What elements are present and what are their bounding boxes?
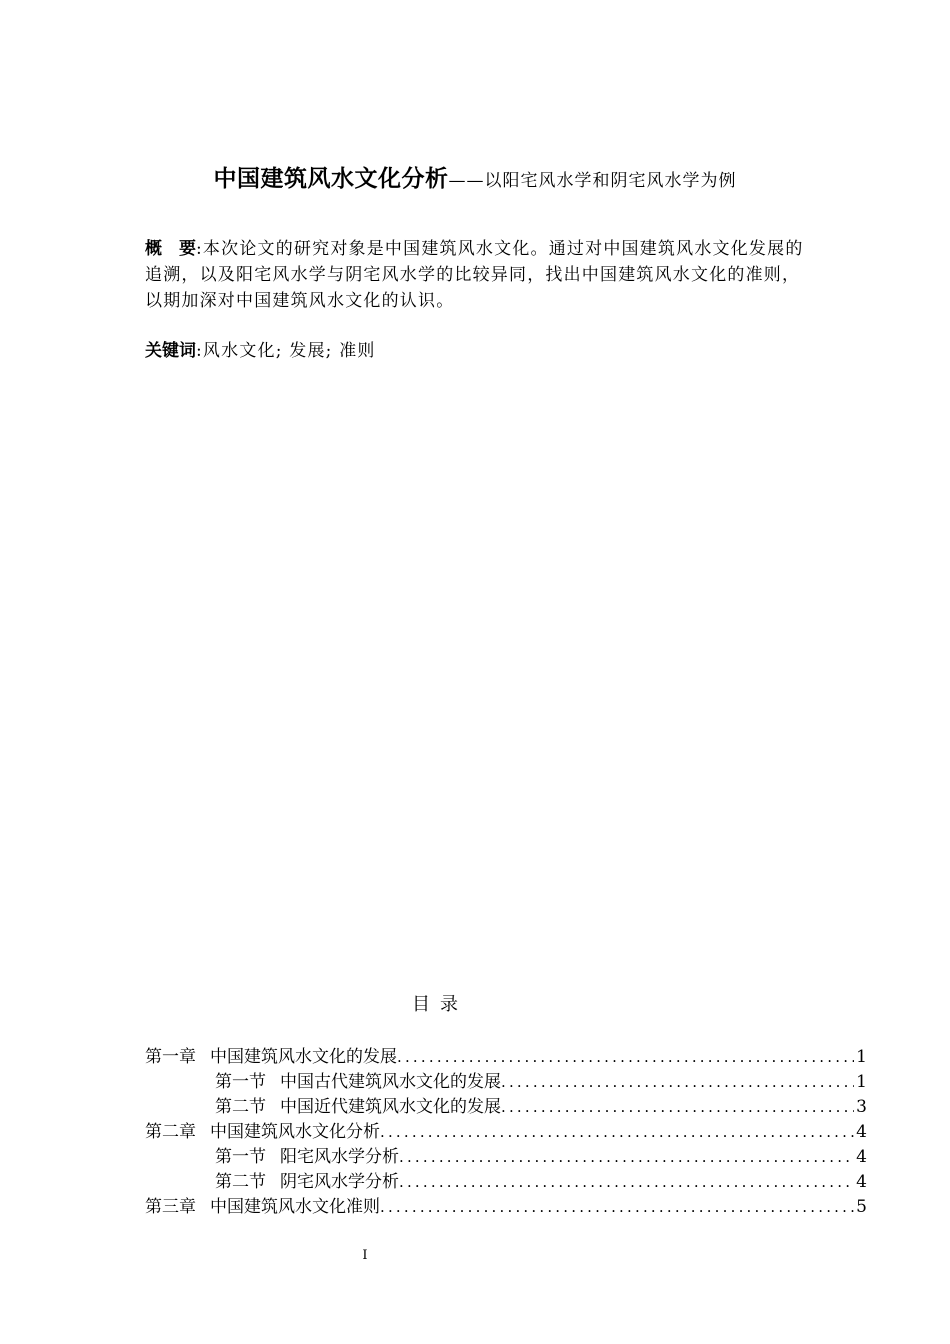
abstract-label: 概 要 (145, 239, 196, 259)
toc-entry-number: 第一章 (145, 1047, 196, 1067)
toc-entry-section[interactable] (145, 1142, 867, 1167)
toc-entry-number: 第一节 (215, 1147, 266, 1167)
keywords-label: 关键词 (145, 341, 196, 361)
toc-entry-chapter[interactable] (145, 1117, 867, 1142)
toc-entry-title: 中国建筑风水文化准则 (210, 1197, 380, 1217)
toc-leader-dots (399, 1173, 854, 1191)
toc-entry-page: 1 (856, 1047, 867, 1067)
toc-entry-number: 第二章 (145, 1122, 196, 1142)
toc-entry-page: 4 (856, 1172, 867, 1192)
toc-entry-title: 中国近代建筑风水文化的发展 (280, 1097, 501, 1117)
toc-entry-chapter[interactable] (145, 1042, 867, 1067)
toc-entry-chapter[interactable] (145, 1192, 867, 1217)
toc-entry-section[interactable] (145, 1167, 867, 1192)
toc-entry-page: 4 (856, 1122, 867, 1142)
keywords-text: :风水文化; 发展; 准则 (196, 341, 376, 361)
toc-leader-dots (380, 1123, 854, 1141)
toc-entry-number: 第一节 (215, 1072, 266, 1092)
toc-leader-dots (501, 1073, 854, 1091)
toc-heading: 目录 (412, 994, 468, 1015)
toc-entry-page: 1 (856, 1072, 867, 1092)
toc-leader-dots (501, 1098, 854, 1116)
toc-leader-dots (399, 1148, 854, 1166)
abstract-text: :本次论文的研究对象是中国建筑风水文化。通过对中国建筑风水文化发展的追溯，以及阳宅风水学与阴宅风水学的比较异同，找出中国建筑风水文化的准则，以期加深对中国建筑风水文化的认识。 (145, 239, 804, 311)
toc-entry-section[interactable] (145, 1092, 867, 1117)
toc-entry-section[interactable] (145, 1067, 867, 1092)
document-title (0, 160, 950, 193)
toc-entry-number: 第三章 (145, 1197, 196, 1217)
toc-leader-dots (397, 1048, 854, 1066)
toc-entry-title: 阴宅风水学分析 (280, 1172, 399, 1192)
toc-entry-title: 中国古代建筑风水文化的发展 (280, 1072, 501, 1092)
table-of-contents (145, 1042, 867, 1217)
title-main: 中国建筑风水文化分析 (213, 166, 449, 192)
toc-entry-title: 阳宅风水学分析 (280, 1147, 399, 1167)
toc-entry-title: 中国建筑风水文化的发展 (210, 1047, 397, 1067)
keywords-line (145, 338, 376, 364)
toc-entry-page: 5 (856, 1197, 867, 1217)
abstract-paragraph (145, 236, 810, 314)
toc-entry-number: 第二节 (215, 1172, 266, 1192)
toc-entry-page: 4 (856, 1147, 867, 1167)
toc-entry-page: 3 (856, 1097, 867, 1117)
toc-leader-dots (380, 1198, 854, 1216)
page-number: I (362, 1248, 368, 1263)
toc-entry-title: 中国建筑风水文化分析 (210, 1122, 380, 1142)
toc-entry-number: 第二节 (215, 1097, 266, 1117)
title-subtitle: ——以阳宅风水学和阴宅风水学为例 (448, 171, 737, 191)
